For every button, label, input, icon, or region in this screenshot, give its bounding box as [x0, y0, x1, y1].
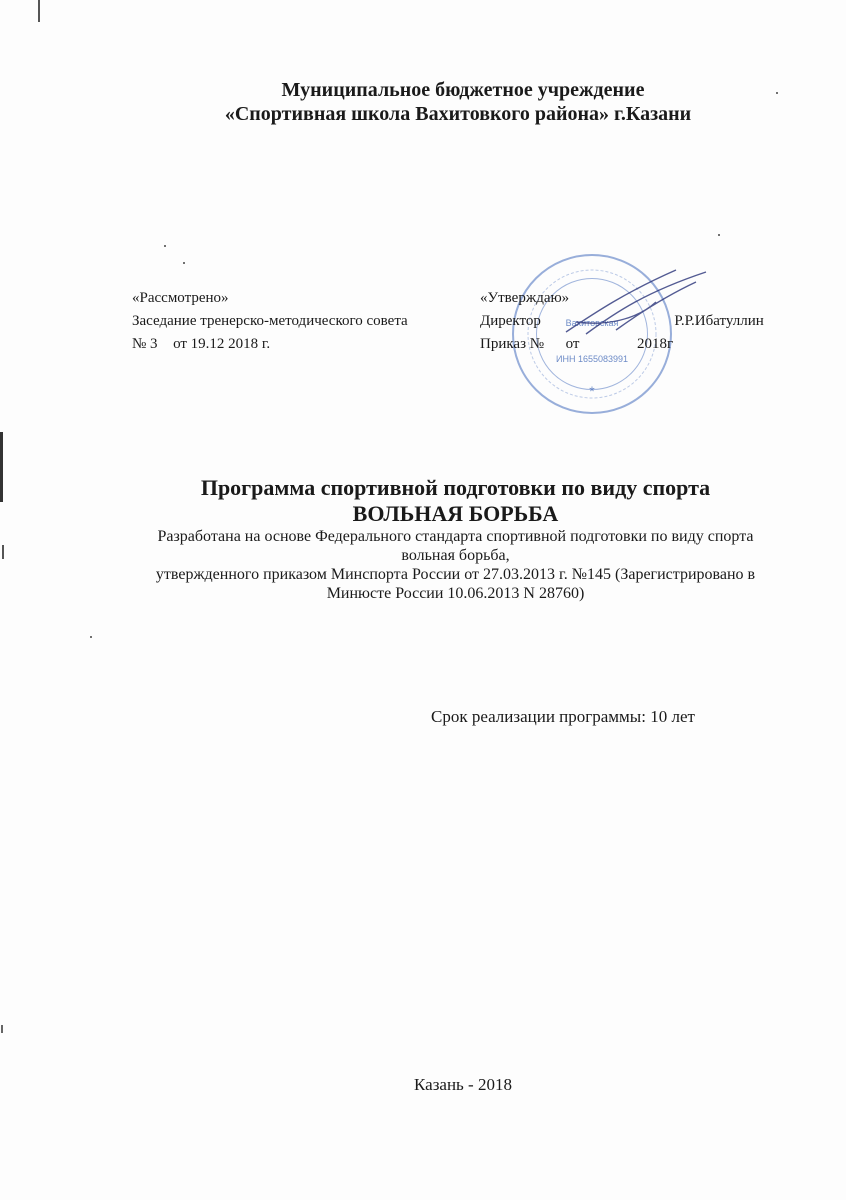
program-basis-line: Минюсте России 10.06.2013 N 28760) [326, 585, 585, 602]
program-basis-line: Разработана на основе Федерального стандарта спортивной подготовки по виду спорта [157, 528, 754, 545]
stamp-inn-text: ИНН 1655083991 [555, 354, 629, 364]
order-from: от [565, 336, 580, 352]
program-title-block [0, 475, 846, 603]
scan-speck [90, 636, 92, 638]
scan-speck [718, 234, 720, 236]
institution-type: Муниципальное бюджетное учреждение [281, 79, 645, 101]
approved-block [480, 287, 820, 356]
protocol-date: от 19.12 2018 г. [173, 336, 271, 352]
order-row [480, 333, 820, 356]
institution-header [0, 78, 846, 126]
director-row [480, 310, 820, 333]
program-title: Программа спортивной подготовки по виду спорта [200, 475, 711, 500]
scan-speck [183, 262, 185, 264]
implementation-term: Срок реализации программы: 10 лет [431, 707, 695, 726]
sport-name: ВОЛЬНАЯ БОРЬБА [352, 501, 559, 526]
scan-speck [164, 245, 166, 247]
director-name: Р.Р.Ибатуллин [674, 313, 764, 329]
reviewed-block [132, 287, 462, 356]
scan-edge-mark [1, 1025, 3, 1033]
program-basis-line: утвержденного приказом Минспорта России от 27.03.2013 г. №145 (Зарегистрировано в [155, 566, 756, 583]
stamp-center-text: Вахитовская [565, 318, 619, 328]
reviewed-number-date [132, 333, 462, 356]
reviewed-body: Заседание тренерско-методического совета [132, 313, 408, 329]
approved-label: «Утверждаю» [480, 290, 570, 306]
director-position: Директор [480, 313, 541, 329]
program-basis-line: вольная борьба, [401, 547, 510, 564]
order-label: Приказ № [480, 336, 545, 352]
institution-name: «Спортивная школа Вахитовкого района» г.Казани [224, 103, 692, 125]
protocol-number: № 3 [132, 336, 158, 352]
svg-text:*: * [589, 383, 595, 399]
order-year: 2018г [636, 336, 674, 352]
city-year: Казань - 2018 [414, 1075, 512, 1094]
scan-edge-mark [38, 0, 40, 22]
reviewed-label: «Рассмотрено» [132, 290, 229, 306]
